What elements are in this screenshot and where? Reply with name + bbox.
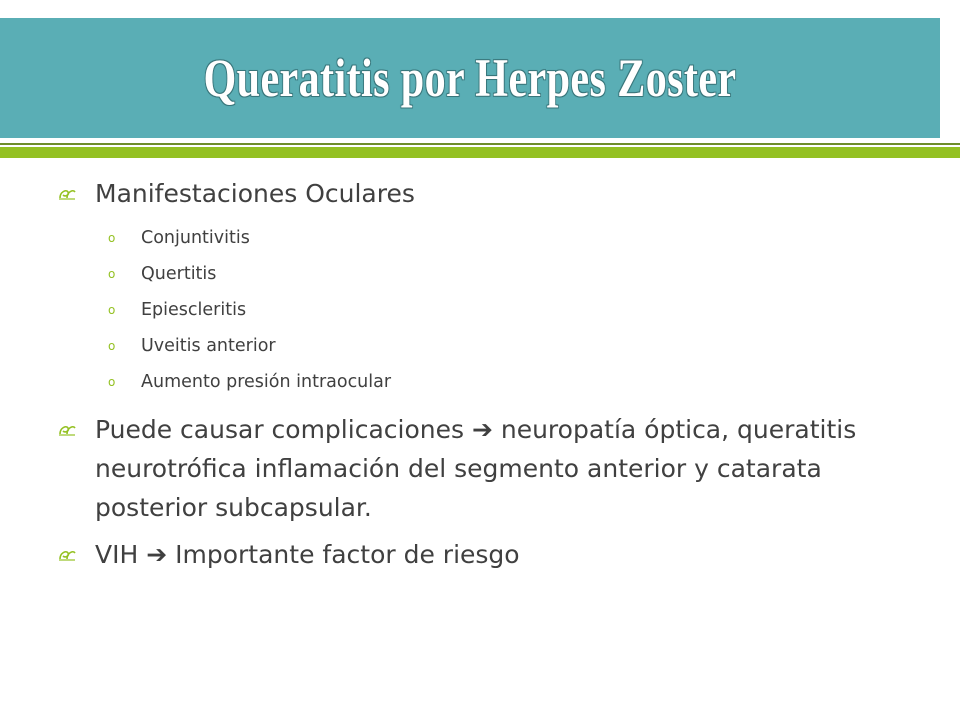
circle-bullet-icon: o — [108, 303, 116, 317]
fleuron-bullet-icon — [58, 422, 76, 438]
bullet-vih — [58, 535, 938, 574]
sub-bullet-text: Quertitis — [141, 264, 217, 284]
bullet-text: Manifestaciones Oculares — [95, 179, 415, 208]
bullet-manifestaciones — [58, 174, 938, 213]
bullet-text: neuropatía óptica, queratitis neurotrófica inflamación del segmento anterior y catarata posterior subcapsular. — [95, 415, 857, 522]
sub-bullet-text: Conjuntivitis — [141, 228, 250, 248]
circle-bullet-icon: o — [108, 231, 116, 245]
sub-bullet-item — [58, 220, 938, 256]
sub-bullet-item — [58, 364, 938, 400]
sub-bullet-text: Aumento presión intraocular — [141, 372, 392, 392]
title-band — [0, 18, 940, 138]
sub-list — [58, 220, 938, 400]
arrow-right-icon: ➔ — [471, 415, 493, 444]
arrow-right-icon: ➔ — [146, 540, 168, 569]
accent-divider — [0, 147, 960, 158]
content-area — [58, 174, 938, 574]
fleuron-bullet-icon — [58, 186, 76, 202]
sub-bullet-item — [58, 328, 938, 364]
sub-bullet-item — [58, 292, 938, 328]
bullet-complicaciones — [58, 410, 938, 527]
bullet-text: Importante factor de riesgo — [167, 540, 520, 569]
circle-bullet-icon: o — [108, 267, 116, 281]
accent-divider-dark — [0, 143, 960, 145]
sub-bullet-text: Epiescleritis — [141, 300, 247, 320]
slide-title: Queratitis por Herpes Zoster — [203, 48, 737, 108]
bullet-text: VIH — [95, 540, 139, 569]
circle-bullet-icon: o — [108, 375, 116, 389]
circle-bullet-icon: o — [108, 339, 116, 353]
sub-bullet-item — [58, 256, 938, 292]
fleuron-bullet-icon — [58, 547, 76, 563]
sub-bullet-text: Uveitis anterior — [141, 336, 276, 356]
bullet-text: Puede causar complicaciones — [95, 415, 464, 444]
